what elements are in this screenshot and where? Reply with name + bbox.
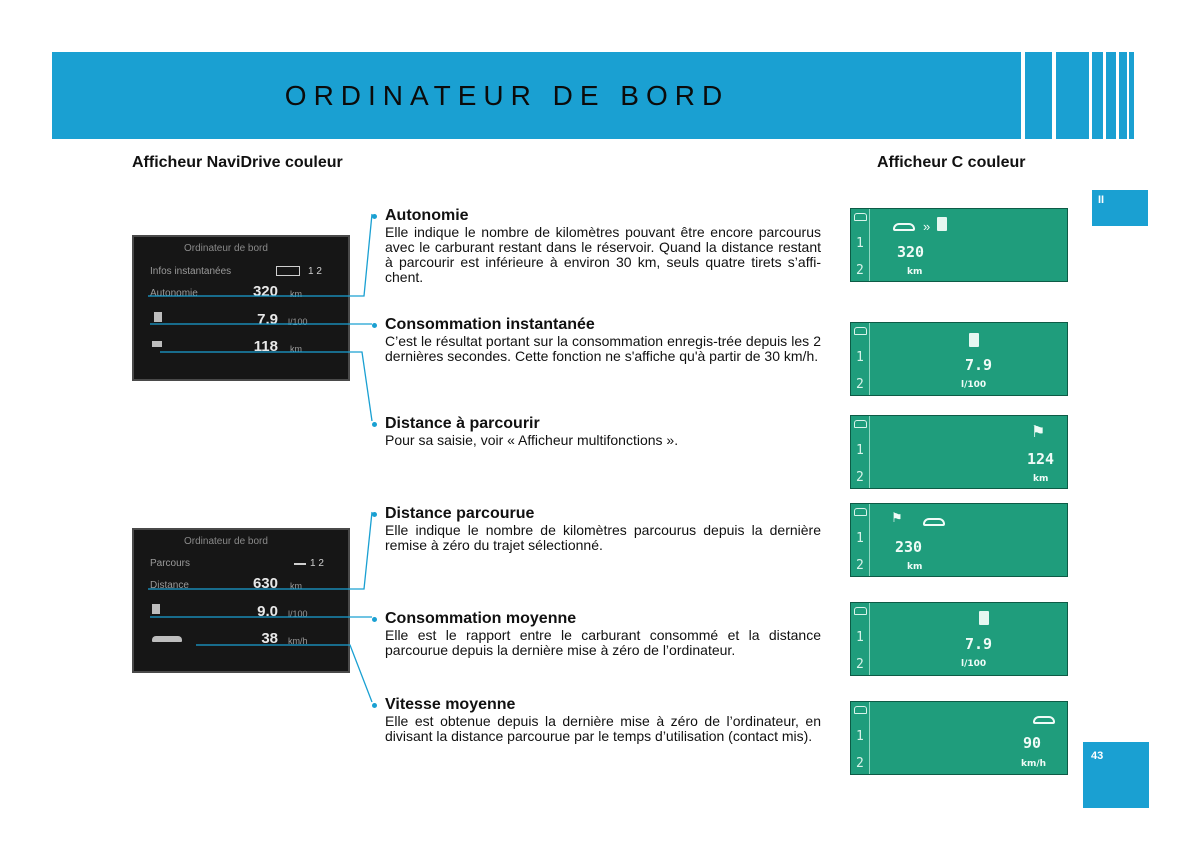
screen-row-unit: km/h: [288, 636, 308, 646]
section-title: Consommation moyenne: [385, 610, 577, 627]
lcd-panel-autonomie: [850, 208, 1068, 282]
flag-icon: ⚑: [1031, 424, 1046, 441]
lcd-value: 124: [1027, 450, 1055, 468]
lcd-unit: l/100: [961, 380, 987, 390]
screen-row-value: 118: [253, 338, 278, 355]
car-icon: [854, 607, 867, 615]
screen-row-value: 320: [252, 283, 278, 300]
screen-row-value: 7.9: [257, 311, 278, 328]
screen-title: Ordinateur de bord: [184, 536, 268, 547]
callout-line-distance-parcourue: [148, 512, 372, 589]
section-distance-parcourue: [385, 504, 821, 553]
screen-row-value: 630: [252, 575, 278, 592]
bullet-icon: [372, 214, 377, 219]
lcd-value: 7.9: [965, 356, 993, 374]
page-selector-numbers: 1 2: [310, 558, 324, 569]
section-title: Distance à parcourir: [385, 415, 540, 432]
section-text: Elle est obtenue depuis la dernière mise à zéro de l’ordinateur, en divisant la distance parcourue par le temps d’utilisation (contact mis).: [385, 713, 821, 744]
car-icon: [1033, 716, 1055, 724]
bullet-icon: [372, 422, 377, 427]
lcd-panel-conso-instant: [850, 322, 1068, 396]
section-vitesse-moyenne: [385, 695, 821, 744]
screen-row-value: 38: [261, 630, 278, 647]
lcd-line-number: 1: [856, 531, 864, 546]
lcd-unit: l/100: [961, 659, 987, 669]
lcd-line-number: 1: [856, 630, 864, 645]
lcd-unit: km: [1033, 474, 1049, 484]
flag-icon: ⚑: [891, 510, 903, 525]
callout-line-distance-a-parcourir: [160, 352, 372, 421]
car-icon: [923, 518, 945, 526]
lcd-line-number: 1: [856, 350, 864, 365]
section-consommation-moyenne: [385, 609, 821, 658]
fuel-pump-icon: [937, 217, 947, 231]
screen-row-unit: l/100: [288, 609, 308, 619]
lcd-panel-conso-moyenne: [850, 602, 1068, 676]
lcd-value: 230: [895, 538, 923, 556]
screen-row-unit: l/100: [288, 317, 308, 327]
screen-row-label: Parcours: [150, 558, 191, 569]
section-text: C’est le résultat portant sur la consommation enregis-trée depuis les 2 dernières secondes. Cette fonction ne s'affiche qu'à partir de 30 km/h.: [385, 333, 821, 364]
section-text: Pour sa saisie, voir « Afficheur multifonctions ».: [385, 432, 679, 448]
page-number: 43: [1091, 750, 1104, 762]
section-title: Vitesse moyenne: [385, 696, 516, 713]
car-icon: [854, 706, 867, 714]
lcd-line-number: 2: [856, 263, 864, 278]
callout-line-vitesse-moyenne: [196, 645, 372, 702]
column-heading-c-couleur: Afficheur C couleur: [877, 154, 1026, 171]
lcd-panel-distance-a-parcourir: [850, 415, 1068, 489]
screen-title: Ordinateur de bord: [184, 243, 268, 254]
lcd-panel-vitesse-moyenne: [850, 701, 1068, 775]
lcd-value: 90: [1023, 734, 1042, 752]
screen-row-value: 9.0: [257, 603, 278, 620]
screen-row-unit: km: [290, 289, 302, 299]
bullet-icon: [372, 512, 377, 517]
bullet-icon: [372, 703, 377, 708]
lcd-value: 7.9: [965, 635, 993, 653]
car-icon: [893, 223, 915, 231]
lcd-value: 320: [897, 243, 925, 261]
car-icon: [854, 213, 867, 221]
lcd-unit: km/h: [1021, 759, 1047, 769]
section-text: Elle indique le nombre de kilomètres pouvant être encore parcourus avec le carburant restant dans le réservoir. Quand la distance restant à parcourir est inférieure à environ 30 km, seuls quatre tirets s’affi-chent.: [385, 224, 821, 285]
chapter-tab-label: II: [1098, 194, 1105, 206]
section-title: Distance parcourue: [385, 505, 535, 522]
section-distance-a-parcourir: [385, 414, 821, 448]
screen-row-label: Infos instantanées: [150, 266, 232, 277]
fuel-pump-icon: [969, 333, 979, 347]
car-icon: [854, 508, 867, 516]
lcd-line-number: 2: [856, 470, 864, 485]
bullet-icon: [372, 617, 377, 622]
lcd-line-number: 2: [856, 756, 864, 771]
arrow-icon: »: [923, 219, 931, 234]
lcd-line-number: 1: [856, 729, 864, 744]
screen-row-unit: km: [290, 581, 302, 591]
lcd-line-number: 1: [856, 443, 864, 458]
section-text: Elle est le rapport entre le carburant consommé et la distance parcourue depuis la dernière mise à zéro de l’ordinateur.: [385, 627, 821, 658]
section-autonomie: [385, 206, 821, 285]
page-title: ORDINATEUR DE BORD: [284, 80, 730, 111]
fuel-pump-icon: [979, 611, 989, 625]
section-title: Autonomie: [385, 207, 469, 224]
callout-line-autonomie: [148, 214, 372, 296]
lcd-line-number: 2: [856, 558, 864, 573]
column-heading-navidrive: Afficheur NaviDrive couleur: [132, 154, 343, 171]
screen-row-label: Autonomie: [150, 288, 198, 299]
lcd-unit: km: [907, 562, 923, 572]
lcd-line-number: 1: [856, 236, 864, 251]
lcd-unit: km: [907, 267, 923, 277]
lcd-panel-distance-parcourue: [850, 503, 1068, 577]
section-text: Elle indique le nombre de kilomètres parcourus depuis la dernière remise à zéro du trajet sélectionné.: [385, 522, 821, 553]
car-icon: [854, 327, 867, 335]
lcd-line-number: 2: [856, 377, 864, 392]
lcd-line-number: 2: [856, 657, 864, 672]
section-title: Consommation instantanée: [385, 316, 595, 333]
bullet-icon: [372, 323, 377, 328]
screen-row-unit: km: [290, 344, 302, 354]
section-consommation-instantanee: [385, 315, 821, 364]
screen-row-label: Distance: [150, 580, 189, 591]
page-selector-numbers: 1 2: [308, 266, 322, 277]
car-icon: [854, 420, 867, 428]
